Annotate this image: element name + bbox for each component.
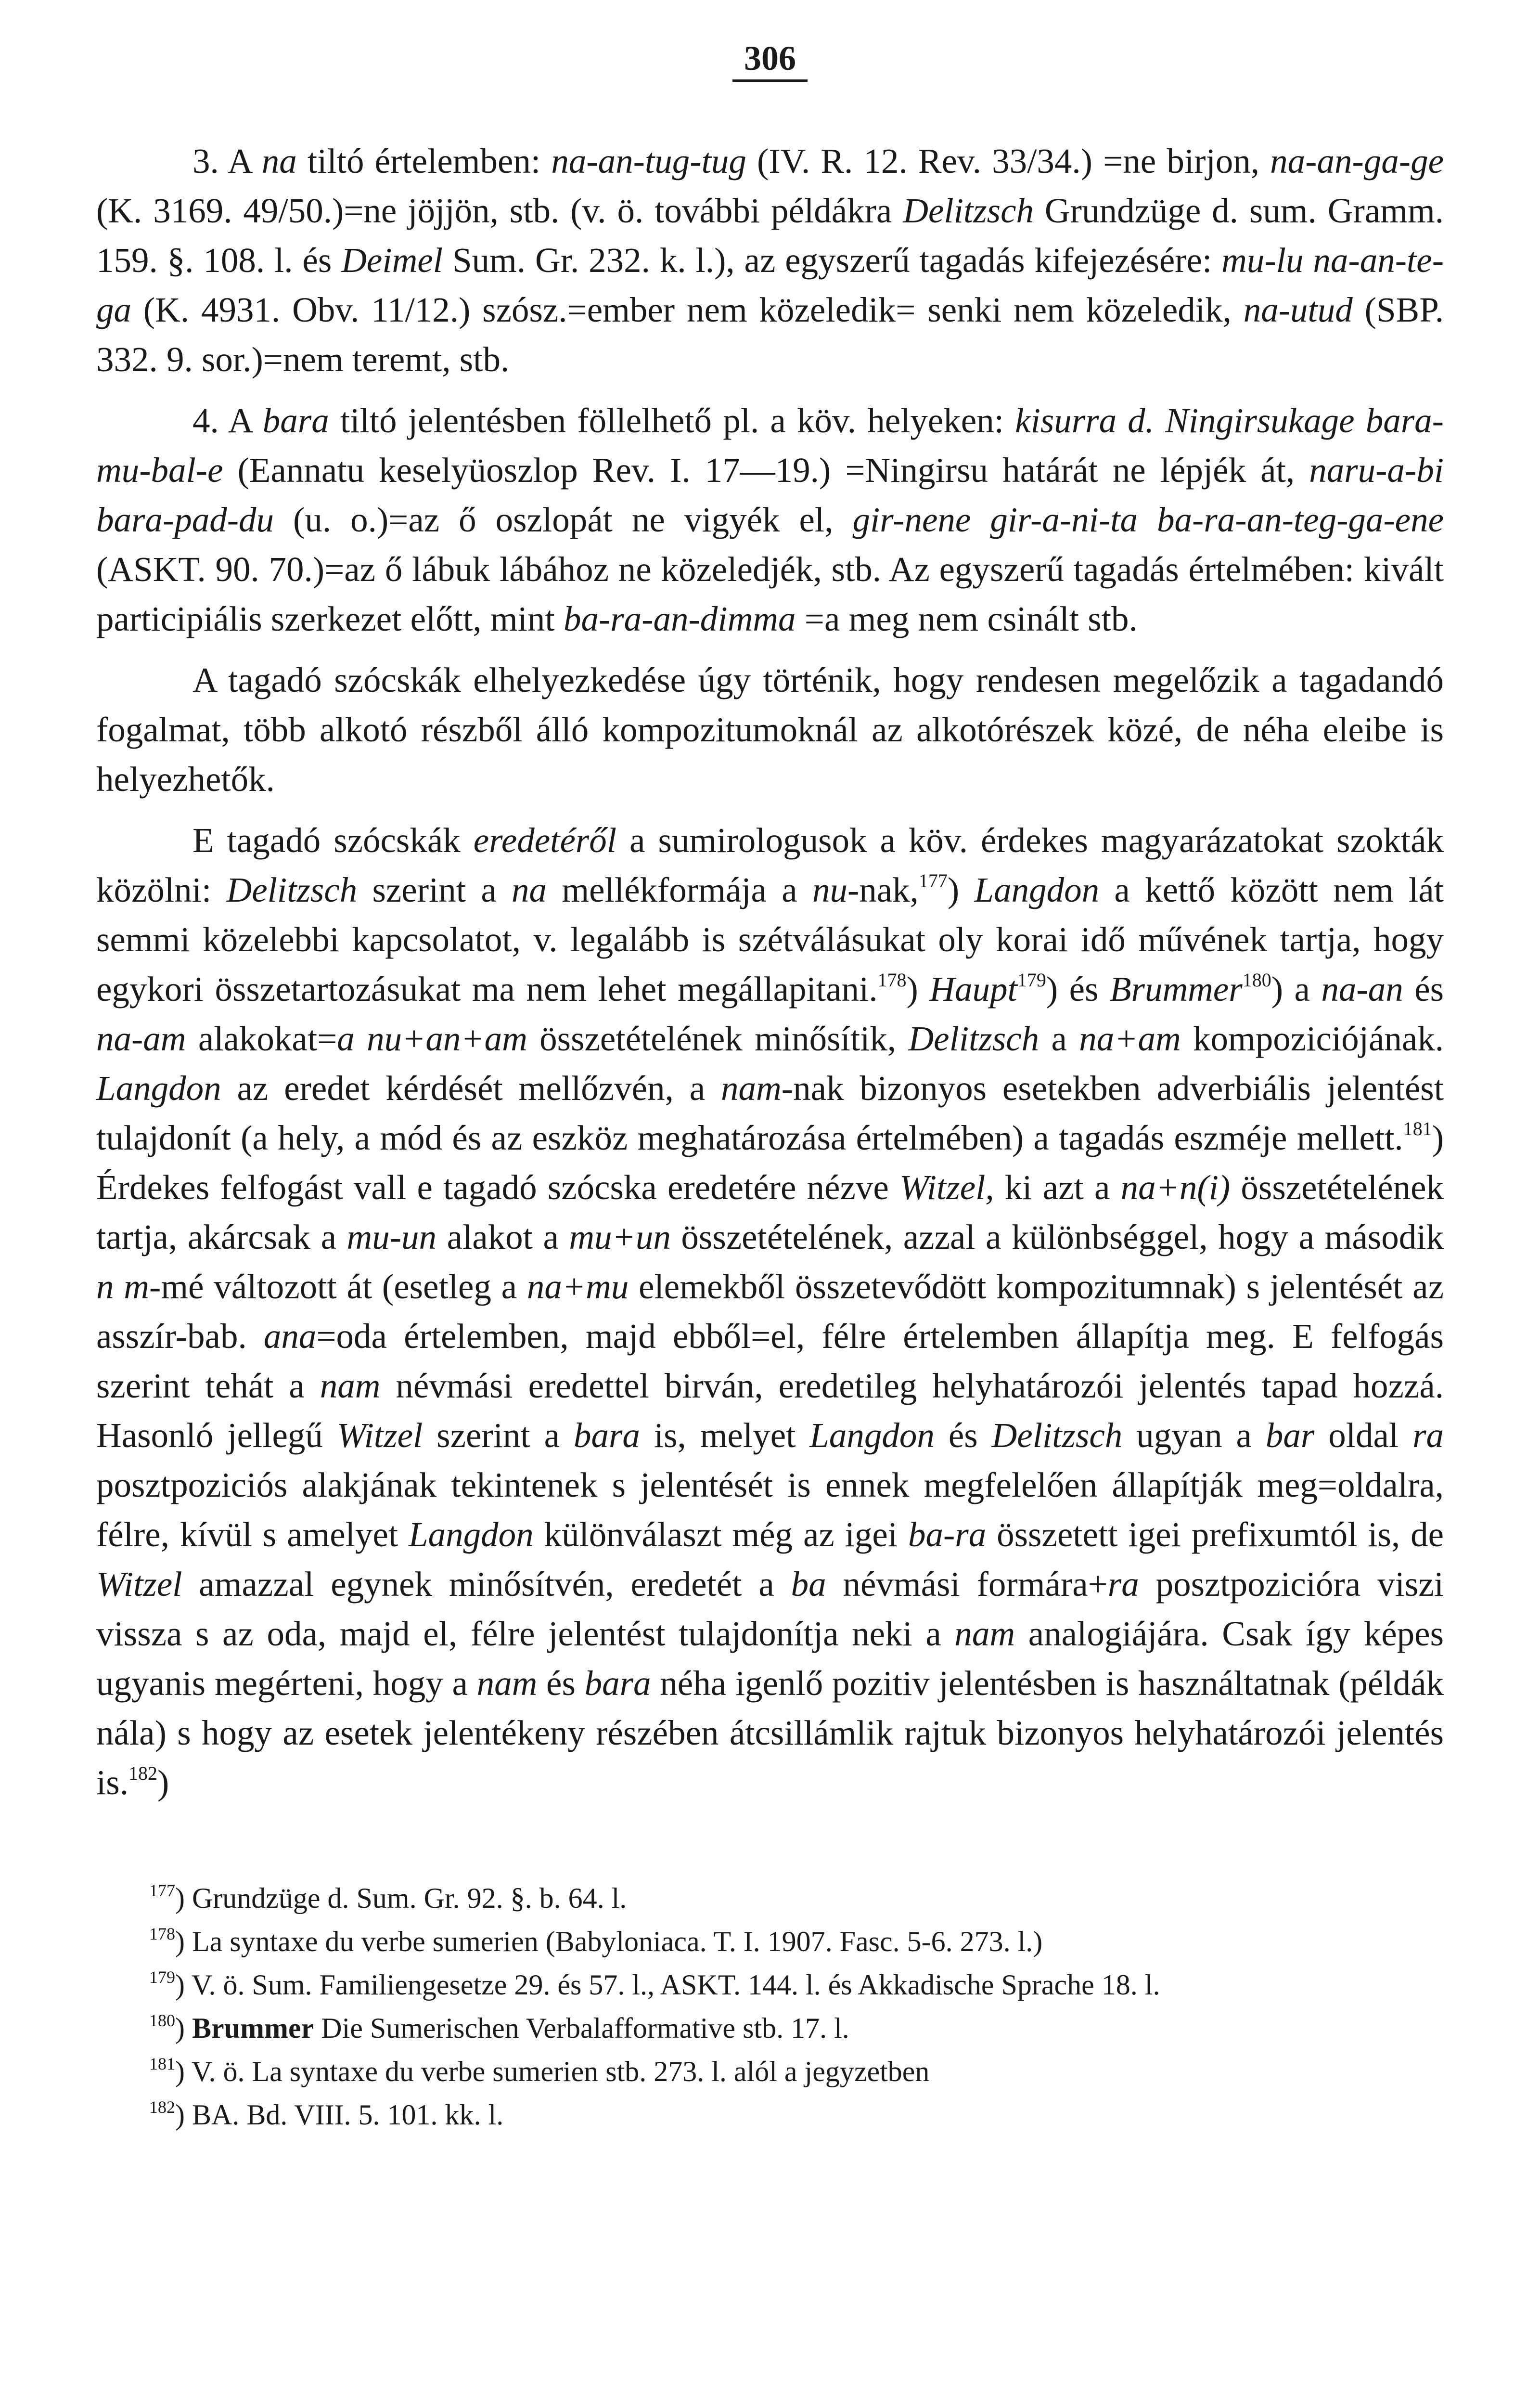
paragraph-4-bara-prohibitive: 4. A bara tiltó jelentésben föllelhető pl. a köv. helyeken: kisurra d. Ningirsukage bara-mu-bal-e (Eannatu keselyüoszlop Rev. I. 17—19.) =Ningirsu határát ne lépjék át, naru-a-bi bara-pad-du (u. o.)=az ő oszlopát ne vigyék el, gir-nene gir-a-ni-ta ba-ra-an-teg-ga-ene (ASKT. 90. 70.)=az ő lábuk lábához ne közeledjék, stb. Az egyszerű tagadás értelmében: kivált participiális szerkezet előtt, mint ba-ra-an-dimma =a meg nem csinált stb. (96, 401, 1444, 638)
page-number: 306 (96, 39, 1444, 78)
footnote-ref: 181 (1403, 1118, 1432, 1139)
paragraph-negation-placement: A tagadó szócskák elhelyezkedése úgy történik, hogy rendesen megelőzik a tagadandó fogalmat, több alkotó részből álló kompozitumoknál az alkotórészek közé, de néha eleibe is helyezhetők. (96, 660, 1444, 799)
footnote-ref: 178 (877, 969, 907, 991)
book-page (96, 39, 1444, 2407)
footnote-ref: 180 (1242, 969, 1271, 991)
footnote-ref: 179 (1017, 969, 1046, 991)
footnote-ref: 177 (918, 870, 948, 892)
footnote-180: $^{180}$) Brummer Die Sumerischen Verbalafformative stb. 17. l. (149, 2011, 849, 2044)
footnotes (96, 1879, 1444, 2134)
footnote-182: $^{182}$) BA. Bd. VIII. 5. 101. kk. l. (149, 2097, 504, 2131)
footnote-177: $^{177}$) Grundzüge d. Sum. Gr. 92. §. b. 64. l. (149, 1881, 627, 1914)
footnote-181: $^{181}$) V. ö. La syntaxe du verbe sumerien stb. 273. l. alól a jegyzetben (149, 2054, 930, 2087)
footnote-ref: 182 (128, 1762, 157, 1784)
footnote-179: $^{179}$) V. ö. Sum. Familiengesetze 29. és 57. l., ASKT. 144. l. és Akkadische Sprache 18. l. (149, 1967, 1160, 2001)
paragraph-negation-origin: E tagadó szócskák eredetéről a sumirologusok a köv. érdekes magyarázatokat szokták közölni: Delitzsch szerint a na mellékformája a nu-nak,$^{177}$) Langdon a kettő között nem lát semmi közelebbi kapcsolatot, v. legalább is szétválásukat oly korai idő művének tartja, hogy egykori összetartozásukat ma nem lehet megállapitani.$^{178}$) Haupt$^{179}$) és Brummer$^{180}$) a na-an és na-am alakokat=a nu+an+am összetételének minősítik, Delitzsch a na+am kompoziciójának. Langdon az eredet kérdését mellőzvén, a nam-nak bizonyos esetekben adverbiális jelentést tulajdonít (a hely, a mód és az eszköz meghatározása értelmében) a tagadás eszméje mellett.$^{181}$) Érdekes felfogást vall e tagadó szócska eredetére nézve Witzel, ki azt a na+n(i) összetételének tartja, akárcsak a mu-un alakot a mu+un összetételének, azzal a különbséggel, hogy a második n m-mé változott át (esetleg a na+mu elemekből összetevődött kompozitumnak) s jelentését az asszír-bab. ana=oda értelemben, majd ebből=el, félre értelemben állapítja meg. E felfogás szerint tehát a nam névmási eredettel birván, eredetileg helyhatározói jelentés tapad hozzá. Hasonló jellegű Witzel szerint a bara is, melyet Langdon és Delitzsch ugyan a bar oldal ra posztpoziciós alakjának tekintenek s jelentését is ennek megfelelően állapítják meg=oldalra, félre, kívül s amelyet Langdon különválaszt még az igei ba-ra összetett igei prefixumtól is, de Witzel amazzal egynek minősítvén, eredetét a ba névmási formára+ra posztpozicióra viszi vissza s az oda, majd el, félre jelentést tulajdonítja neki a nam analogiájára. Csak így képes ugyanis megérteni, hogy a nam és bara néha igenlő pozitiv jelentésben is használtatnak (példák nála) s hogy az esetek jelentékeny részében átcsillámlik rajtuk bizonyos helyhatározói jelentés is.$^{182}$) (96, 821, 1444, 1802)
paragraph-3-na-prohibitive: 3. A na tiltó értelemben: na-an-tug-tug (IV. R. 12. Rev. 33/34.) =ne birjon, na-an-ga-ge (K. 3169. 49/50.)=ne jöjjön, stb. (v. ö. további példákra Delitzsch Grundzüge d. sum. Gramm. 159. §. 108. l. és Deimel Sum. Gr. 232. k. l.), az egyszerű tagadás kifejezésére: mu-lu na-an-te-ga (K. 4931. Obv. 11/12.) szósz.=ember nem közeledik= senki nem közeledik, na-utud (SBP. 332. 9. sor.)=nem teremt, stb. (96, 142, 1444, 379)
footnote-178: $^{178}$) La syntaxe du verbe sumerien (Babyloniaca. T. I. 1907. Fasc. 5-6. 273. l.) (149, 1924, 1043, 1957)
